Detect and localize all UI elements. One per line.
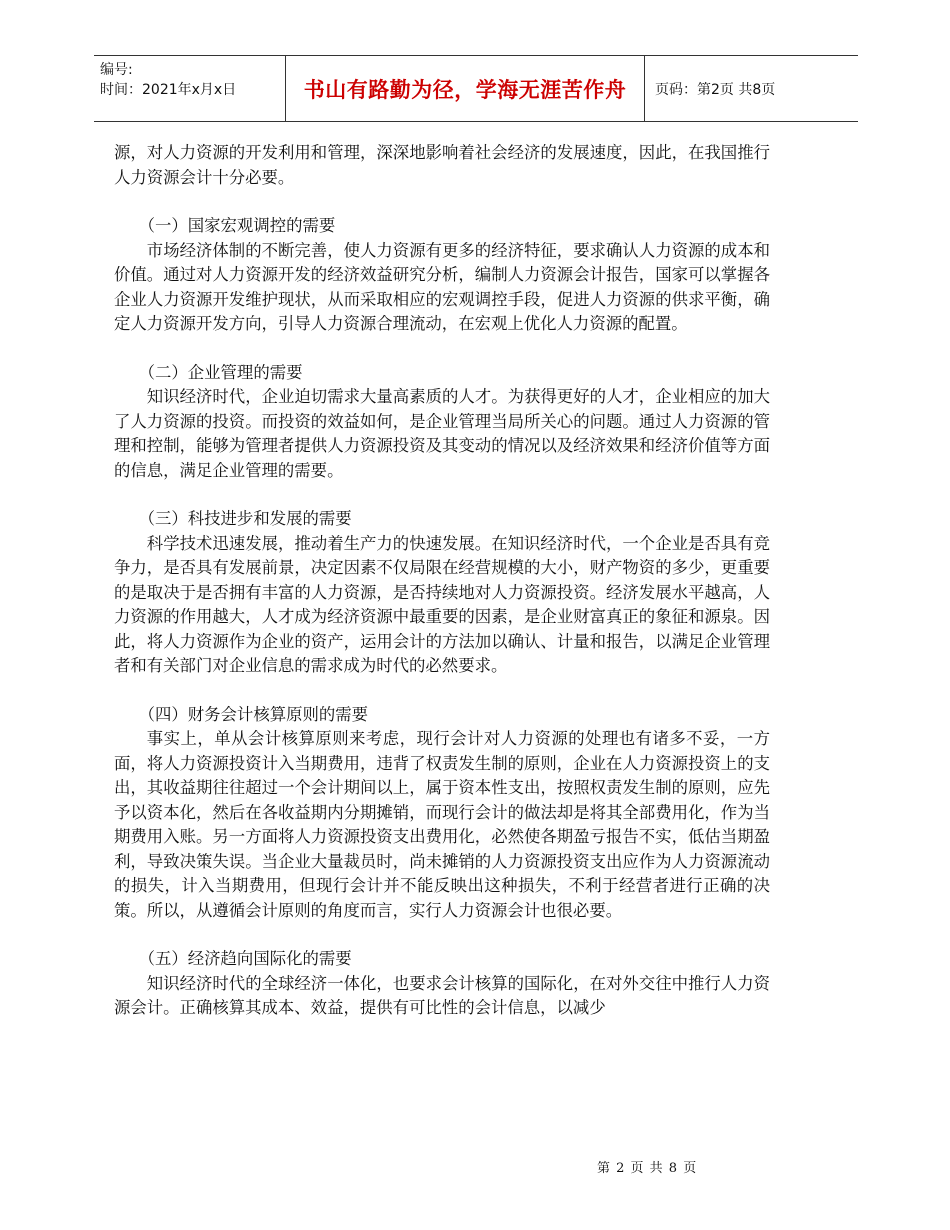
section-heading-4: （四）财务会计核算原则的需要 [138, 704, 369, 724]
header-motto: 书山有路勤为径，学海无涯苦作舟 [285, 56, 645, 121]
header-page-info: 页码：第2页 共8页 [655, 81, 776, 98]
section-body-2: 知识经济时代，企业迫切需求大量高素质的人才。为获得更好的人才，企业相应的加大了人力资源的投资。而投资的效益如何，是企业管理当局所关心的问题。通过人力资源的管理和控制，能够为管理者提供人力资源投资及其变动的情况以及经济效果和经济价值等方面的信息，满足企业管理的需要。 [114, 387, 770, 480]
section-body-4: 事实上，单从会计核算原则来考虑，现行会计对人力资源的处理也有诸多不妥，一方面，将人力资源投资计入当期费用，违背了权责发生制的原则，企业在人力资源投资上的支出，其收益期往往超过一个会计期间以上，属于资本性支出，按照权责发生制的原则，应先予以资本化，然后在各收益期内分期摊销，而现行会计的做法却是将其全部费用化，作为当期费用入账。另一方面将人力资源投资支出费用化，必然使各期盈亏报告不实，低估当期盈利，导致决策失误。当企业大量裁员时，尚未摊销的人力资源投资支出应作为人力资源流动的损失，计入当期费用，但现行会计并不能反映出这种损失，不利于经营者进行正确的决策。所以，从遵循会计原则的角度而言，实行人力资源会计也很必要。 [114, 729, 770, 920]
document-number-label: 编号: [100, 62, 133, 78]
document-date: 时间：2021年x月x日 [100, 82, 237, 98]
section-heading-2: （二）企业管理的需要 [138, 362, 303, 382]
section-body-3: 科学技术迅速发展，推动着生产力的快速发展。在知识经济时代，一个企业是否具有竞争力，是否具有发展前景，决定因素不仅局限在经营规模的大小，财产物资的多少，更重要的是取决于是否拥有丰富的人力资源，是否持续地对人力资源投资。经济发展水平越高，人力资源的作用越大，人才成为经济资源中最重要的因素，是企业财富真正的象征和源泉。因此，将人力资源作为企业的资产，运用会计的方法加以确认、计量和报告，以满足企业管理者和有关部门对企业信息的需求成为时代的必然要求。 [114, 533, 770, 675]
section-heading-3: （三）科技进步和发展的需要 [138, 509, 352, 528]
section-heading-5: （五）经济趋向国际化的需要 [138, 949, 352, 968]
header-meta [94, 56, 285, 121]
page-footer: 第 2 页 共 8 页 [597, 1161, 698, 1176]
document-body [114, 141, 770, 1021]
section-heading-1: （一）国家宏观调控的需要 [138, 216, 336, 235]
section-body-1: 市场经济体制的不断完善，使人力资源有更多的经济特征，要求确认人力资源的成本和价值。通过对人力资源开发的经济效益研究分析，编制人力资源会计报告，国家可以掌握各企业人力资源开发维护现状，从而采取相应的宏观调控手段，促进人力资源的供求平衡，确定人力资源开发方向，引导人力资源合理流动，在宏观上优化人力资源的配置。 [114, 240, 770, 333]
page-header [94, 55, 858, 122]
intro-paragraph: 源，对人力资源的开发利用和管理，深深地影响着社会经济的发展速度，因此，在我国推行人力资源会计十分必要。 [114, 143, 770, 187]
section-body-5: 知识经济时代的全球经济一体化，也要求会计核算的国际化，在对外交往中推行人力资源会计。正确核算其成本、效益，提供有可比性的会计信息，以减少 [114, 973, 770, 1017]
